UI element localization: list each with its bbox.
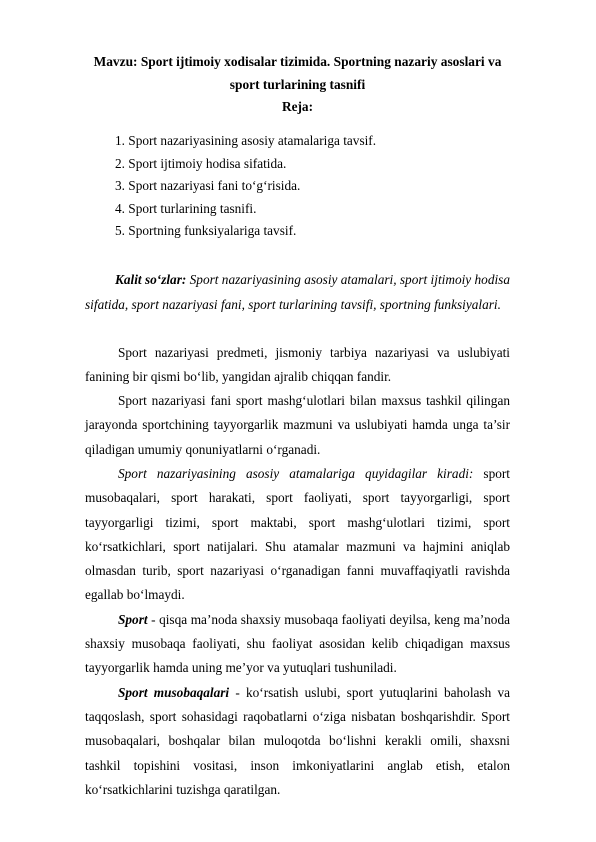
body-paragraph: Sport nazariyasi predmeti, jismoniy tarbiya nazariyasi va uslubiyati fanining bir qismi bo‘lib, yangidan ajralib chiqqan fandir. [85,344,510,384]
plan-item: 5. Sportning funksiyalariga tavsif. [115,223,297,238]
plan-item: 4. Sport turlarining tasnifi. [115,200,257,216]
keywords-text: Sport nazariyasining asosiy atamalari, sport ijtimoiy hodisa sifatida, sport nazariyasi fani, sport turlarining tavsifi, sportning funksiyalari. [85,271,510,312]
term-sport-musobaqalari: Sport musobaqalari [118,684,230,700]
term-sport-definition: - qisqa ma’noda shaxsiy musobaqa faoliyati deyilsa, keng ma’noda shaxsiy musobaqa faoliyati, shu faoliyat asosidan kelib chiqadigan maxsus tayyorgarlik hamda uning me’yor va yutuqlari tushuniladi. [85,611,510,676]
plan-heading: Reja: [281,99,313,114]
plan-list [85,130,510,243]
plan-item: 3. Sport nazariyasi fani to‘g‘risida. [115,178,301,193]
body-paragraph [85,462,510,608]
term-sport: Sport [118,611,148,627]
keywords-label: Kalit so‘zlar: [115,271,187,287]
document-title: Mavzu: Sport ijtimoiy xodisalar tizimida. Sportning nazariy asoslari va sport turlarining tasnifi [93,54,502,92]
body-paragraph [85,681,510,802]
terms-lead: Sport nazariyasining asosiy atamalariga quyidagilar kiradi: [118,465,474,481]
terms-list-text: sport musobaqalari, sport harakati, sport faoliyati, sport tayyorgarligi, sport tayyorgarligi tizimi, sport maktabi, sport mashg‘ulotlari tizimi, sport ko‘rsatkichlari, sport natijalari. Shu atamalar mazmuni va hajmini aniqlab olmasdan turib, sport nazariyasi o‘rganadigan fanni muvaffaqiyatli ravishda egallab bo‘lmaydi. [85,465,511,603]
term-sport-musobaqalari-definition: - ko‘rsatish uslubi, sport yutuqlarini baholash va taqqoslash, sport sohasidagi raqobatlarni o‘ziga nisbatan boshqarishdir. Sport musobaqalari, boshqalar bilan muloqotda bo‘lishni kerakli omili, shaxsni tashkil topishini vositasi, inson imkoniyatlarini anglab etish, etalon ko‘rsatkichlarini tuzishga qaratilgan. [85,684,510,797]
plan-item: 2. Sport ijtimoiy hodisa sifatida. [115,155,287,171]
body-paragraph: Sport nazariyasi fani sport mashg‘ulotlari bilan maxsus tashkil qilingan jarayonda sportchining tayyorgarlik mazmuni va uslubiyati hamda unga ta’sir qiladigan umumiy qonuniyatlarni o‘rganadi. [85,393,510,457]
body-paragraph [85,608,510,681]
plan-item: 1. Sport nazariyasining asosiy atamalariga tavsif. [115,133,377,148]
document-page [85,50,510,802]
keywords-paragraph [85,267,510,317]
